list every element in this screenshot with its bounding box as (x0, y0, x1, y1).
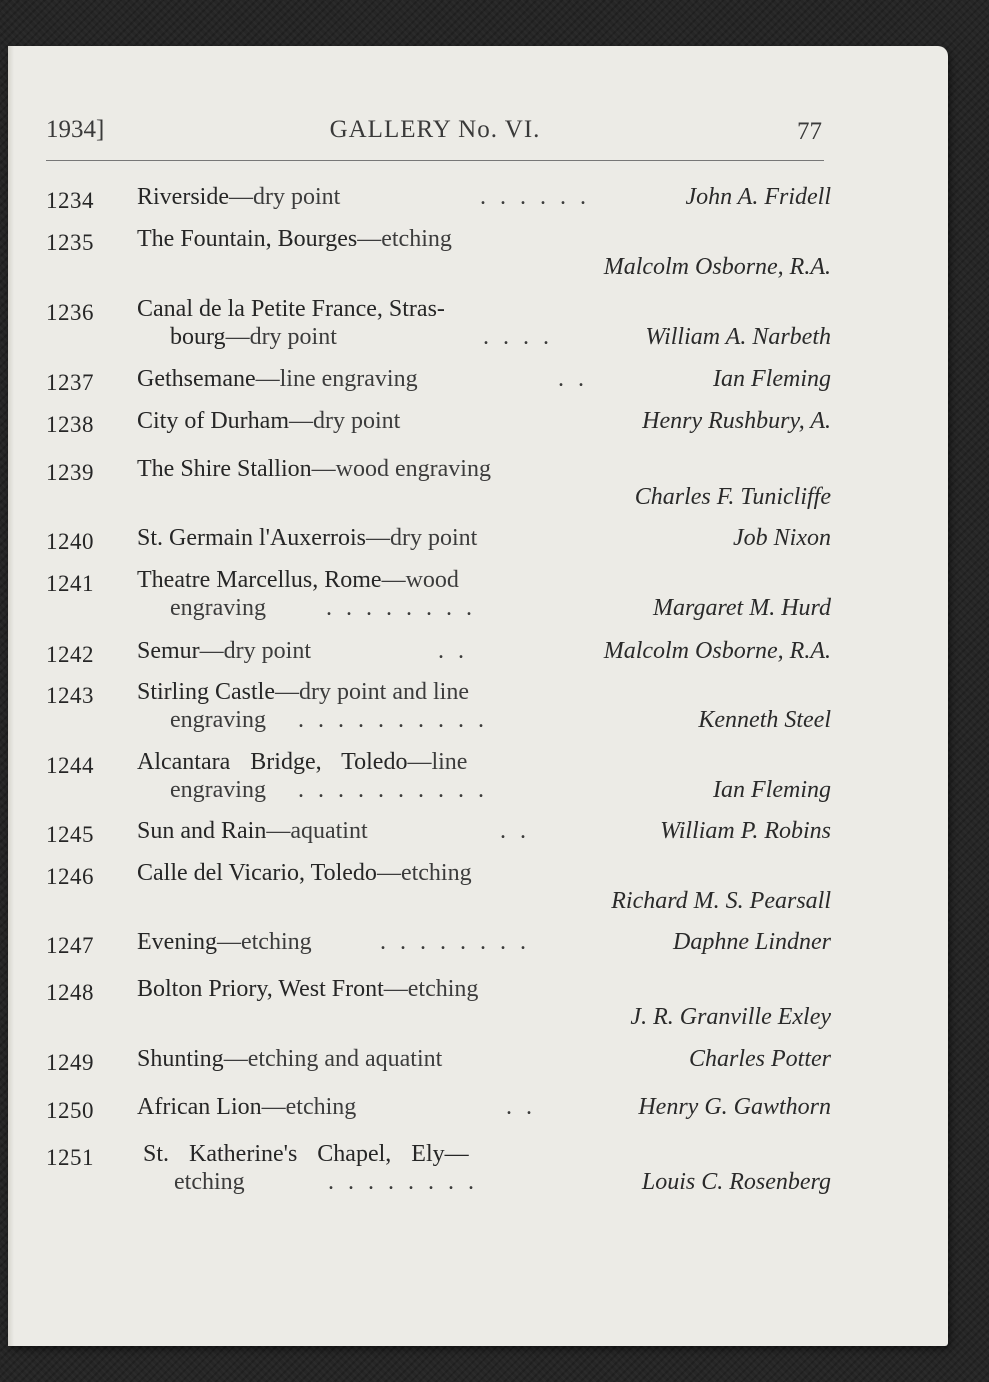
entry-artist: Margaret M. Hurd (653, 595, 831, 621)
entry-title: African Lion (137, 1094, 262, 1120)
catalogue-entry (46, 226, 831, 282)
catalogue-entry (46, 296, 831, 352)
entry-number: 1249 (46, 1050, 94, 1075)
entry-medium: —line (407, 749, 468, 775)
catalogue-entry (46, 929, 831, 957)
entry-title: City of Durham (137, 408, 289, 434)
entry-title: St. Germain l'Auxerrois (137, 525, 366, 551)
entry-artist: Kenneth Steel (698, 707, 831, 733)
entry-number: 1236 (46, 300, 94, 325)
entry-artist: Daphne Lindner (673, 929, 831, 955)
entry-title: Bolton Priory, West Front (137, 976, 384, 1002)
entry-artist: Charles Potter (689, 1046, 831, 1072)
entry-title-continued: bourg (170, 324, 226, 350)
entry-title: St. Katherine's Chapel, Ely— (143, 1141, 469, 1167)
entry-number: 1234 (46, 188, 94, 213)
entry-title: Alcantara Bridge, Toledo (137, 749, 408, 775)
entry-number: 1235 (46, 230, 94, 255)
header-year: 1934] (46, 116, 105, 143)
entry-title: Semur (137, 638, 200, 664)
entry-medium: —etching (376, 860, 472, 886)
entry-artist: Ian Fleming (713, 366, 831, 392)
catalogue-entry (46, 408, 831, 436)
entry-medium-continued: etching (174, 1169, 245, 1195)
header-rule (46, 160, 824, 161)
entry-number: 1251 (46, 1145, 94, 1170)
entry-medium: —dry point (225, 324, 337, 350)
entry-number: 1239 (46, 460, 94, 485)
entry-medium-continued: engraving (170, 707, 266, 733)
catalogue-entry (46, 366, 831, 394)
entry-artist: Henry G. Gawthorn (638, 1094, 831, 1120)
leader-dots: . . . . . . . . . . (298, 777, 488, 803)
entry-number: 1237 (46, 370, 94, 395)
entry-title: Gethsemane (137, 366, 256, 392)
entry-title: Canal de la Petite France, Stras- (137, 296, 445, 322)
catalogue-entry (46, 749, 831, 805)
leader-dots: . . . . . . . . . . (298, 707, 488, 733)
leader-dots: . . (500, 818, 530, 844)
catalogue-entry (46, 860, 831, 916)
entry-title: Calle del Vicario, Toledo (137, 860, 377, 886)
catalogue-entry (46, 679, 831, 735)
entry-artist: Malcolm Osborne, R.A. (603, 638, 831, 664)
leader-dots: . . . . . . . . (380, 929, 530, 955)
catalogue-entry (46, 976, 831, 1032)
entry-number: 1238 (46, 412, 94, 437)
entry-artist: Charles F. Tunicliffe (634, 484, 831, 510)
catalogue-entry (46, 818, 831, 846)
entry-title: The Shire Stallion (137, 456, 312, 482)
entry-medium: —wood engraving (311, 456, 491, 482)
entry-number: 1245 (46, 822, 94, 847)
entry-artist: Richard M. S. Pearsall (611, 888, 831, 914)
entry-medium: —etching (357, 226, 452, 252)
entry-number: 1242 (46, 642, 94, 667)
entry-medium: —dry point (199, 638, 311, 664)
entry-medium-continued: engraving (170, 777, 266, 803)
entry-artist: Henry Rushbury, A. (642, 408, 831, 434)
catalogue-entry (46, 1094, 831, 1122)
entry-number: 1240 (46, 529, 94, 554)
entry-number: 1248 (46, 980, 94, 1005)
entry-artist: William A. Narbeth (645, 324, 831, 350)
entry-number: 1244 (46, 753, 94, 778)
entry-number: 1250 (46, 1098, 94, 1123)
entry-artist: J. R. Granville Exley (630, 1004, 831, 1030)
entry-number: 1246 (46, 864, 94, 889)
catalogue-entry (46, 567, 831, 623)
entry-title: Evening (137, 929, 217, 955)
entry-title: The Fountain, Bourges (137, 226, 358, 252)
entry-medium: —etching (216, 929, 312, 955)
entry-number: 1241 (46, 571, 94, 596)
leader-dots: . . (506, 1094, 536, 1120)
header-title: GALLERY No. VI. (329, 116, 541, 143)
catalogue-entry (46, 1141, 831, 1197)
entry-medium: —etching (261, 1094, 357, 1120)
entry-artist: Job Nixon (733, 525, 831, 551)
entry-number: 1243 (46, 683, 94, 708)
leader-dots: . . . . . . . . (326, 595, 476, 621)
entry-artist: John A. Fridell (685, 184, 831, 210)
entry-medium: —dry point (288, 408, 401, 434)
entry-medium: —wood (381, 567, 459, 593)
entry-artist: Louis C. Rosenberg (641, 1169, 831, 1195)
entry-artist: William P. Robins (660, 818, 831, 844)
catalogue-entry (46, 1046, 831, 1074)
entry-title: Stirling Castle (137, 679, 275, 705)
leader-dots: . . . . . . . . (328, 1169, 478, 1195)
catalogue-entry (46, 638, 831, 666)
catalogue-entry (46, 184, 831, 212)
page-number: 77 (797, 118, 822, 145)
entry-title: Sun and Rain (137, 818, 267, 844)
entry-title: Theatre Marcellus, Rome (137, 567, 382, 593)
leader-dots: . . (558, 366, 588, 392)
running-header (46, 116, 824, 156)
entry-title: Riverside (137, 184, 229, 210)
entry-title: Shunting (137, 1046, 224, 1072)
entry-medium-continued: engraving (170, 595, 266, 621)
catalogue-entry (46, 456, 831, 512)
entry-medium: —dry point (365, 525, 478, 551)
entry-medium: —aquatint (266, 818, 368, 844)
catalogue-entry (46, 525, 831, 553)
entry-medium: —etching (383, 976, 479, 1002)
entry-artist: Ian Fleming (713, 777, 831, 803)
entry-medium: —dry point and line (275, 679, 469, 705)
leader-dots: . . . . (483, 324, 553, 350)
page-binding-edge (8, 46, 14, 1346)
leader-dots: . . (438, 638, 468, 664)
entry-medium: —line engraving (255, 366, 418, 392)
entry-artist: Malcolm Osborne, R.A. (603, 254, 831, 280)
leader-dots: . . . . . . (480, 184, 590, 210)
entry-medium: —dry point (228, 184, 341, 210)
entry-number: 1247 (46, 933, 94, 958)
entry-medium: —etching and aquatint (223, 1046, 443, 1072)
